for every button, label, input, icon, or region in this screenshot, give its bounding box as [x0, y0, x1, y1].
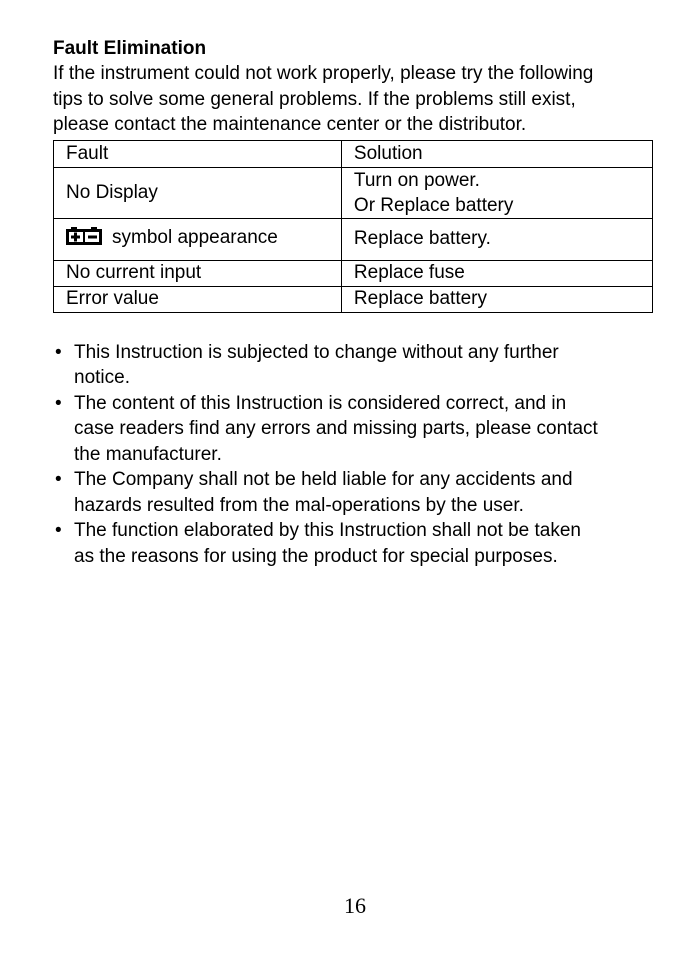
solution-cell: Replace battery — [341, 286, 652, 312]
note-line: The Company shall not be held liable for any accidents and — [74, 469, 573, 490]
list-item — [53, 467, 653, 518]
table-header-row — [54, 140, 653, 167]
solution-cell: Replace battery. — [341, 218, 652, 260]
solution-cell: Replace fuse — [341, 260, 652, 286]
header-solution: Solution — [341, 140, 652, 167]
bullet: • — [55, 520, 62, 541]
fault-cell: No current input — [54, 260, 342, 286]
table-row — [54, 218, 653, 260]
section-title: Fault Elimination — [53, 38, 207, 59]
intro-line: tips to solve some general problems. If the problems still exist, — [53, 88, 576, 110]
fault-label: symbol appearance — [112, 227, 278, 248]
list-item — [53, 518, 653, 569]
note-line: The content of this Instruction is considered correct, and in — [74, 392, 567, 414]
solution-cell — [341, 167, 652, 218]
header-fault: Fault — [54, 140, 342, 167]
fault-table — [53, 140, 653, 313]
note-line: as the reasons for using the product for special purposes. — [74, 545, 558, 567]
note-line: This Instruction is subjected to change without any further — [74, 341, 559, 363]
solution-line: Turn on power. — [353, 169, 480, 191]
table-row — [54, 260, 653, 286]
table-row — [54, 286, 653, 312]
bullet: • — [55, 341, 62, 363]
note-line: case readers find any errors and missing parts, please contact — [74, 418, 598, 439]
intro-line: please contact the maintenance center or the distributor. — [53, 114, 527, 135]
note-line: notice. — [74, 367, 130, 388]
table-row — [54, 167, 653, 218]
fault-cell: Error value — [54, 286, 342, 312]
note-line: hazards resulted from the mal-operations by the user. — [74, 494, 524, 516]
notes-list — [53, 340, 653, 570]
intro-paragraph — [53, 61, 653, 138]
fault-cell: No Display — [54, 167, 342, 218]
solution-line: Or Replace battery — [353, 194, 514, 216]
note-line: the manufacturer. — [74, 443, 222, 465]
bullet: • — [55, 392, 62, 414]
bullet: • — [55, 469, 62, 490]
intro-line: If the instrument could not work properly, please try the following — [53, 63, 594, 84]
note-line: The function elaborated by this Instruction shall not be taken — [74, 520, 581, 541]
list-item — [53, 391, 653, 468]
list-item — [53, 340, 653, 391]
page-number: 16 — [344, 893, 366, 918]
fault-cell — [54, 218, 342, 260]
document-page — [53, 36, 653, 569]
battery-icon — [66, 227, 102, 251]
